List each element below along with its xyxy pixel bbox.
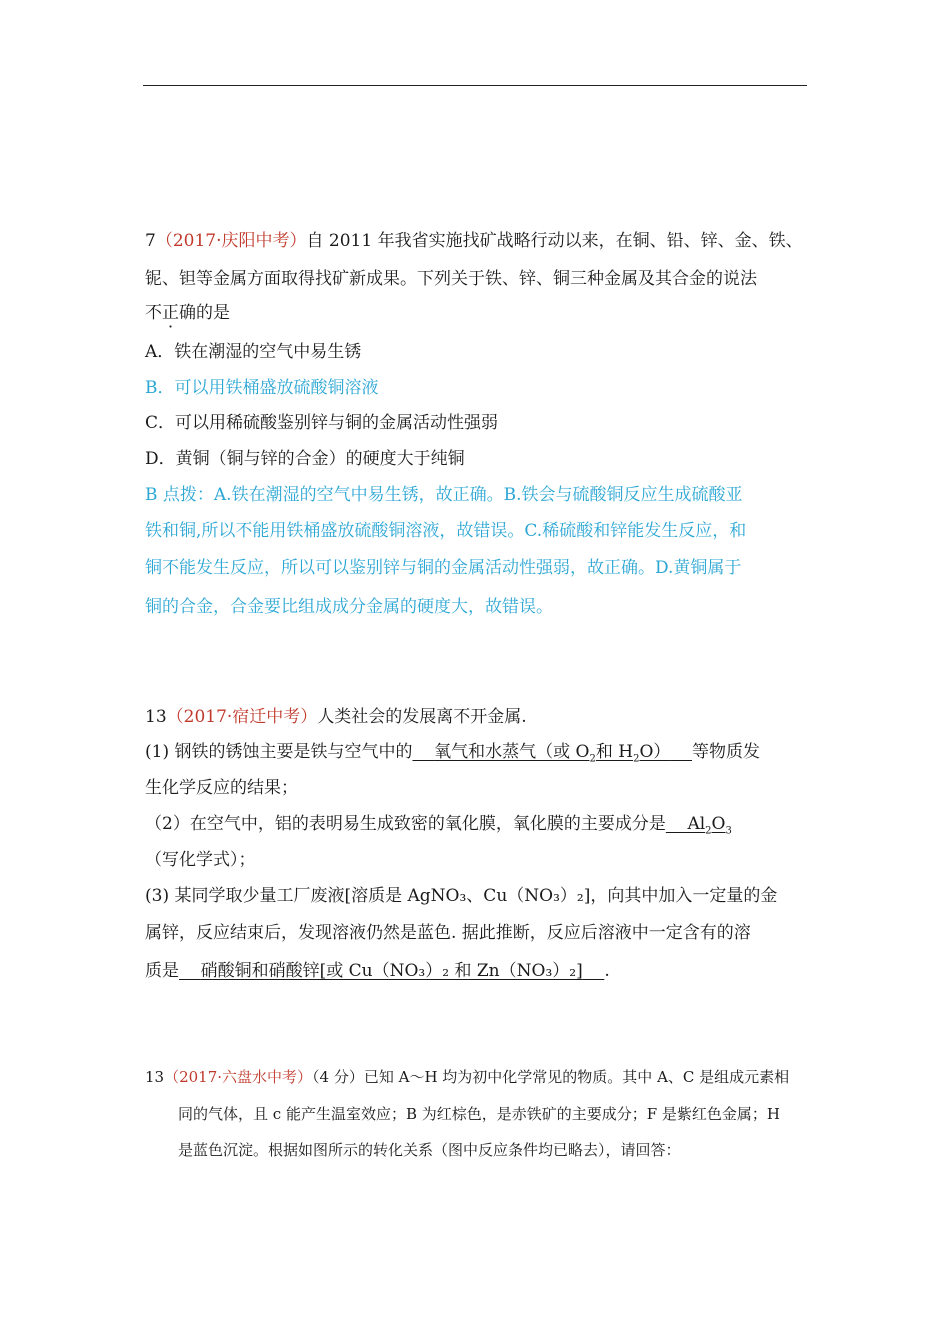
q13a-part1-answer: 氧气和水蒸气（或 $O_2$和 $H_2O$） [434, 742, 671, 765]
q13a-part1-line2: 生化学反应的结果； [145, 778, 298, 798]
q7-source: （2017·庆阳中考） [155, 231, 307, 251]
q13b-source: （2017·六盘水中考） [164, 1068, 313, 1086]
q13b-line1: 13（2017·六盘水中考）（4 分）已知 A～H 均为初中化学常见的物质。其中 A、C 是组成元素相 [145, 1068, 790, 1086]
q13a-source: （2017·宿迁中考） [166, 707, 318, 727]
q7-explanation-2: 铁和铜,所以不能用铁桶盛放硫酸铜溶液，故错误。C.稀硫酸和锌能发生反应，和 [145, 521, 747, 541]
q7-explanation-3: 铜不能发生反应，所以可以鉴别锌与铜的金属活动性强弱，故正确。D.黄铜属于 [145, 558, 742, 578]
q13b-line2: 同的气体，且 c 能产生温室效应；B 为红棕色，是赤铁矿的主要成分；F 是紫红色金属；H [178, 1105, 780, 1123]
q13a-part3-line2: 属锌，反应结束后，发现溶液仍然是蓝色. 据此推断，反应后溶液中一定含有的溶 [145, 923, 751, 943]
q13a-part1-line1: (1) 钢铁的锈蚀主要是铁与空气中的 氧气和水蒸气（或 $O_2$和 $H_2O$） 等物质发 [145, 742, 760, 765]
q7-option-b: B．可以用铁桶盛放硫酸铜溶液 [145, 378, 379, 398]
q7-number: 7 [145, 231, 156, 251]
q7-stem-line2: 铌、钽等金属方面取得找矿新成果。下列关于铁、锌、铜三种金属及其合金的说法 [145, 269, 757, 289]
q7-option-d: D．黄铜（铜与锌的合金）的硬度大于纯铜 [145, 449, 465, 469]
q13a-stem: 13（2017·宿迁中考）人类社会的发展离不开金属. [145, 707, 527, 727]
q7-emphasis: 不正确 [145, 303, 196, 323]
q13a-part3-line3: 质是 硝酸铜和硝酸锌[或 Cu（NO₃）₂ 和 Zn（NO₃）₂] . [145, 961, 610, 981]
q13b-line3: 是蓝色沉淀。根据如图所示的转化关系（图中反应条件均已略去），请回答： [178, 1141, 681, 1159]
q13a-part2-line1: （2）在空气中，铝的表明易生成致密的氧化膜，氧化膜的主要成分是 $Al_2O_3$ [145, 814, 732, 837]
header-rule [143, 85, 807, 86]
q7-stem-line1: 7（2017·庆阳中考）自 2011 年我省实施找矿战略行动以来，在铜、铅、锌、金、铁、 [145, 231, 803, 251]
q13a-part2-line2: （写化学式）； [145, 850, 256, 870]
q7-explanation-1: B 点拨：A.铁在潮湿的空气中易生锈，故正确。B.铁会与硫酸铜反应生成硫酸亚 [145, 485, 743, 505]
q13a-part3-answer: 硝酸铜和硝酸锌[或 Cu（NO₃）₂ 和 Zn（NO₃）₂] [200, 961, 583, 981]
q13a-part3-line1: (3) 某同学取少量工厂废液[溶质是 AgNO₃、Cu（NO₃）₂]，向其中加入一定量的金 [145, 886, 778, 906]
q13a-part2-answer: $Al_2O_3$ [687, 814, 732, 837]
q7-option-c: C．可以用稀硫酸鉴别锌与铜的金属活动性强弱 [145, 413, 499, 433]
q7-option-a: A．铁在潮湿的空气中易生锈 [145, 342, 362, 362]
q7-explanation-4: 铜的合金，合金要比组成成分金属的硬度大，故错误。 [145, 597, 553, 617]
q7-stem-line3: 不正确的是 [145, 303, 230, 323]
